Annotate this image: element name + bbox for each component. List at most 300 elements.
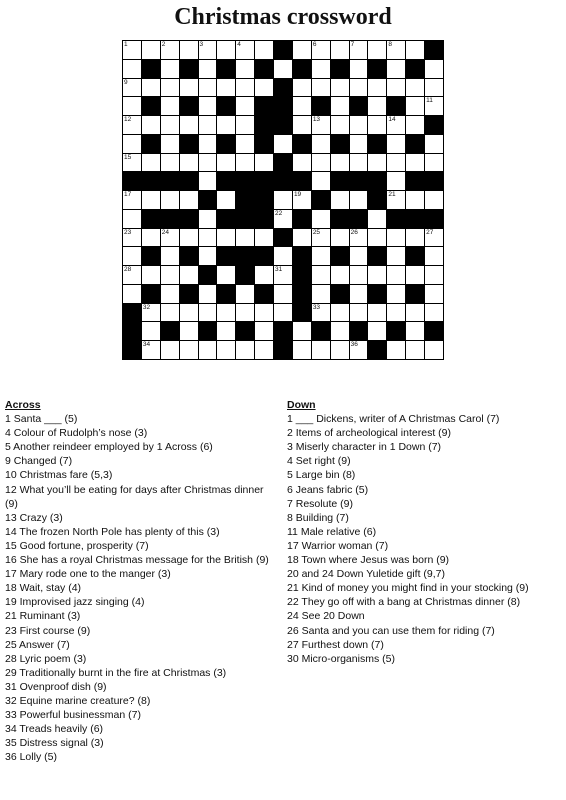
grid-cell[interactable] [350, 341, 368, 359]
grid-cell[interactable] [199, 116, 217, 134]
grid-cell[interactable] [199, 341, 217, 359]
grid-cell[interactable] [274, 191, 292, 209]
grid-block [293, 285, 311, 303]
grid-cell[interactable] [142, 341, 160, 359]
grid-cell[interactable] [123, 210, 141, 228]
grid-cell[interactable] [425, 135, 443, 153]
grid-cell[interactable] [274, 304, 292, 322]
grid-cell[interactable] [161, 79, 179, 97]
grid-block [331, 172, 349, 190]
grid-block [406, 285, 424, 303]
grid-cell[interactable] [142, 116, 160, 134]
grid-cell[interactable] [350, 285, 368, 303]
grid-cell[interactable] [368, 210, 386, 228]
grid-block [217, 172, 235, 190]
grid-cell[interactable] [425, 247, 443, 265]
across-clue: 23 First course (9) [5, 624, 91, 637]
grid-cell[interactable] [274, 247, 292, 265]
grid-cell[interactable] [217, 322, 235, 340]
grid-cell[interactable] [406, 304, 424, 322]
grid-block [255, 60, 273, 78]
grid-block [180, 97, 198, 115]
grid-cell[interactable] [123, 97, 141, 115]
grid-cell[interactable] [199, 60, 217, 78]
grid-cell[interactable] [350, 116, 368, 134]
grid-cell[interactable] [293, 154, 311, 172]
grid-cell[interactable] [293, 322, 311, 340]
clue-number: 14 [388, 116, 396, 124]
grid-block [123, 304, 141, 322]
grid-block [142, 97, 160, 115]
grid-block [123, 172, 141, 190]
grid-cell[interactable] [331, 116, 349, 134]
grid-cell[interactable] [331, 304, 349, 322]
grid-cell[interactable] [236, 41, 254, 59]
grid-cell[interactable] [425, 304, 443, 322]
grid-cell[interactable] [199, 172, 217, 190]
grid-block [425, 116, 443, 134]
grid-cell[interactable] [293, 41, 311, 59]
grid-block [368, 172, 386, 190]
grid-block [387, 210, 405, 228]
down-clue: 26 Santa and you can use them for riding (7) [287, 624, 495, 637]
grid-cell[interactable] [350, 266, 368, 284]
grid-cell[interactable] [387, 304, 405, 322]
down-clue: 24 See 20 Down [287, 610, 365, 623]
grid-block [123, 322, 141, 340]
grid-cell[interactable] [217, 341, 235, 359]
grid-cell[interactable] [217, 304, 235, 322]
grid-cell[interactable] [331, 97, 349, 115]
grid-cell[interactable] [350, 304, 368, 322]
grid-block [255, 191, 273, 209]
clue-number: 1 [124, 41, 128, 48]
grid-cell[interactable] [217, 116, 235, 134]
grid-block [331, 135, 349, 153]
grid-cell[interactable] [142, 191, 160, 209]
grid-cell[interactable] [368, 304, 386, 322]
grid-cell[interactable] [236, 285, 254, 303]
grid-cell[interactable] [255, 154, 273, 172]
grid-cell[interactable] [350, 229, 368, 247]
grid-cell[interactable] [387, 116, 405, 134]
grid-block [387, 322, 405, 340]
grid-block [180, 285, 198, 303]
grid-cell[interactable] [387, 172, 405, 190]
grid-cell[interactable] [368, 154, 386, 172]
grid-cell[interactable] [217, 266, 235, 284]
grid-cell[interactable] [217, 41, 235, 59]
grid-block [123, 341, 141, 359]
grid-cell[interactable] [217, 191, 235, 209]
grid-cell[interactable] [180, 229, 198, 247]
grid-cell[interactable] [425, 341, 443, 359]
grid-cell[interactable] [387, 191, 405, 209]
across-clue: 12 What you’ll be eating for days after Christmas dinner (9) [5, 483, 264, 510]
grid-block [274, 79, 292, 97]
grid-cell[interactable] [142, 154, 160, 172]
grid-cell[interactable] [236, 229, 254, 247]
grid-cell[interactable] [161, 154, 179, 172]
grid-cell[interactable] [236, 116, 254, 134]
grid-cell[interactable] [406, 116, 424, 134]
grid-cell[interactable] [425, 97, 443, 115]
grid-cell[interactable] [161, 247, 179, 265]
grid-cell[interactable] [406, 97, 424, 115]
grid-block [161, 172, 179, 190]
grid-cell[interactable] [387, 60, 405, 78]
grid-cell[interactable] [255, 304, 273, 322]
grid-cell[interactable] [312, 172, 330, 190]
grid-cell[interactable] [123, 154, 141, 172]
grid-cell[interactable] [350, 247, 368, 265]
grid-block [236, 266, 254, 284]
grid-cell[interactable] [236, 154, 254, 172]
grid-block [312, 191, 330, 209]
grid-cell[interactable] [255, 41, 273, 59]
grid-cell[interactable] [368, 229, 386, 247]
grid-cell[interactable] [161, 60, 179, 78]
grid-cell[interactable] [123, 285, 141, 303]
grid-block [350, 210, 368, 228]
grid-cell[interactable] [236, 79, 254, 97]
grid-cell[interactable] [142, 304, 160, 322]
grid-cell[interactable] [368, 97, 386, 115]
down-clue: 4 Set right (9) [287, 455, 351, 468]
grid-cell[interactable] [425, 79, 443, 97]
grid-cell[interactable] [199, 79, 217, 97]
grid-cell[interactable] [161, 266, 179, 284]
clue-number: 32 [142, 303, 151, 311]
grid-block [387, 97, 405, 115]
clue-number: 19 [293, 191, 302, 199]
across-clue: 32 Equine marine creature? (8) [5, 694, 151, 707]
grid-block [236, 172, 254, 190]
grid-cell[interactable] [199, 247, 217, 265]
grid-cell[interactable] [199, 229, 217, 247]
across-clue: 19 Improvised jazz singing (4) [5, 596, 145, 609]
grid-block [274, 41, 292, 59]
grid-cell[interactable] [312, 266, 330, 284]
grid-cell[interactable] [123, 229, 141, 247]
grid-cell[interactable] [425, 191, 443, 209]
grid-block [368, 247, 386, 265]
grid-cell[interactable] [312, 247, 330, 265]
across-clue: 9 Changed (7) [5, 455, 73, 468]
grid-block [255, 135, 273, 153]
grid-block [274, 116, 292, 134]
grid-cell[interactable] [199, 97, 217, 115]
grid-cell[interactable] [293, 116, 311, 134]
down-clue-list [287, 412, 562, 666]
across-clue: 17 Mary rode one to the manger (3) [5, 568, 171, 581]
grid-cell[interactable] [406, 229, 424, 247]
grid-block [255, 285, 273, 303]
grid-cell[interactable] [180, 322, 198, 340]
down-clue: 30 Micro-organisms (5) [287, 652, 395, 665]
grid-cell[interactable] [387, 79, 405, 97]
grid-cell[interactable] [387, 41, 405, 59]
grid-cell[interactable] [406, 322, 424, 340]
grid-cell[interactable] [387, 135, 405, 153]
grid-cell[interactable] [199, 154, 217, 172]
grid-cell[interactable] [161, 41, 179, 59]
grid-cell[interactable] [331, 322, 349, 340]
grid-block [368, 135, 386, 153]
grid-cell[interactable] [274, 266, 292, 284]
grid-cell[interactable] [199, 210, 217, 228]
grid-cell[interactable] [406, 191, 424, 209]
grid-cell[interactable] [425, 229, 443, 247]
grid-cell[interactable] [312, 304, 330, 322]
grid-cell[interactable] [123, 247, 141, 265]
grid-block [217, 135, 235, 153]
grid-cell[interactable] [406, 79, 424, 97]
clue-number: 21 [388, 191, 396, 199]
grid-cell[interactable] [312, 135, 330, 153]
grid-cell[interactable] [406, 41, 424, 59]
grid-block [217, 285, 235, 303]
grid-cell[interactable] [387, 229, 405, 247]
grid-cell[interactable] [217, 79, 235, 97]
down-clue: 17 Warrior woman (7) [287, 539, 389, 552]
grid-cell[interactable] [123, 41, 141, 59]
grid-block [255, 210, 273, 228]
grid-cell[interactable] [180, 79, 198, 97]
clue-number: 8 [388, 41, 392, 48]
across-clue: 13 Crazy (3) [5, 511, 63, 524]
grid-cell[interactable] [142, 79, 160, 97]
grid-cell[interactable] [123, 135, 141, 153]
grid-cell[interactable] [199, 304, 217, 322]
grid-cell[interactable] [236, 304, 254, 322]
down-clue: 22 They go off with a bang at Christmas dinner (8) [287, 596, 521, 609]
across-clue: 29 Traditionally burnt in the fire at Christmas (3) [5, 666, 227, 679]
grid-cell[interactable] [180, 41, 198, 59]
grid-cell[interactable] [331, 266, 349, 284]
grid-block [312, 97, 330, 115]
grid-cell[interactable] [312, 79, 330, 97]
grid-cell[interactable] [142, 322, 160, 340]
grid-cell[interactable] [236, 341, 254, 359]
across-clue: 4 Colour of Rudolph’s nose (3) [5, 427, 148, 440]
grid-cell[interactable] [331, 191, 349, 209]
grid-cell[interactable] [312, 154, 330, 172]
grid-cell[interactable] [199, 285, 217, 303]
clue-number: 11 [426, 97, 433, 105]
grid-block [425, 172, 443, 190]
grid-cell[interactable] [350, 79, 368, 97]
grid-cell[interactable] [387, 247, 405, 265]
across-clue: 21 Ruminant (3) [5, 610, 81, 623]
grid-cell[interactable] [368, 322, 386, 340]
grid-block [293, 135, 311, 153]
grid-cell[interactable] [217, 229, 235, 247]
down-clues [287, 398, 562, 666]
grid-cell[interactable] [161, 191, 179, 209]
across-clues [5, 398, 277, 764]
grid-block [217, 210, 235, 228]
across-clue: 18 Wait, stay (4) [5, 582, 82, 595]
grid-block [331, 285, 349, 303]
grid-cell[interactable] [180, 116, 198, 134]
grid-cell[interactable] [331, 41, 349, 59]
grid-cell[interactable] [123, 79, 141, 97]
grid-cell[interactable] [350, 135, 368, 153]
grid-cell[interactable] [142, 41, 160, 59]
down-clue: 2 Items of archeological interest (9) [287, 427, 451, 440]
grid-cell[interactable] [406, 341, 424, 359]
grid-block [425, 210, 443, 228]
grid-cell[interactable] [387, 285, 405, 303]
grid-cell[interactable] [312, 116, 330, 134]
clue-number: 15 [124, 153, 132, 161]
grid-cell[interactable] [312, 341, 330, 359]
grid-cell[interactable] [236, 97, 254, 115]
grid-block [368, 285, 386, 303]
down-clue: 6 Jeans fabric (5) [287, 483, 369, 496]
grid-cell[interactable] [123, 116, 141, 134]
grid-cell[interactable] [161, 341, 179, 359]
across-clue: 35 Distress signal (3) [5, 737, 104, 750]
grid-block [255, 247, 273, 265]
grid-block [293, 304, 311, 322]
grid-cell[interactable] [312, 41, 330, 59]
grid-cell[interactable] [161, 116, 179, 134]
grid-cell[interactable] [142, 229, 160, 247]
grid-cell[interactable] [274, 135, 292, 153]
clue-number: 4 [237, 41, 241, 48]
grid-block [161, 210, 179, 228]
grid-cell[interactable] [161, 135, 179, 153]
across-clue: 31 Ovenproof dish (9) [5, 680, 107, 693]
grid-cell[interactable] [425, 60, 443, 78]
grid-cell[interactable] [425, 154, 443, 172]
grid-block [406, 247, 424, 265]
grid-cell[interactable] [406, 266, 424, 284]
grid-cell[interactable] [161, 229, 179, 247]
clue-number: 31 [275, 266, 283, 274]
grid-block [199, 266, 217, 284]
across-clue: 25 Answer (7) [5, 638, 70, 651]
grid-cell[interactable] [312, 210, 330, 228]
grid-block [274, 97, 292, 115]
grid-cell[interactable] [255, 266, 273, 284]
clue-number: 17 [124, 191, 132, 199]
clue-number: 25 [312, 228, 321, 236]
clue-number: 9 [124, 78, 128, 86]
grid-block [236, 322, 254, 340]
grid-cell[interactable] [142, 266, 160, 284]
grid-cell[interactable] [368, 79, 386, 97]
grid-cell[interactable] [255, 341, 273, 359]
grid-cell[interactable] [293, 79, 311, 97]
grid-block [142, 135, 160, 153]
grid-cell[interactable] [331, 341, 349, 359]
grid-cell[interactable] [387, 154, 405, 172]
grid-cell[interactable] [123, 266, 141, 284]
grid-cell[interactable] [331, 154, 349, 172]
grid-cell[interactable] [312, 285, 330, 303]
grid-cell[interactable] [236, 135, 254, 153]
grid-cell[interactable] [368, 116, 386, 134]
grid-block [425, 322, 443, 340]
grid-cell[interactable] [274, 210, 292, 228]
grid-cell[interactable] [255, 79, 273, 97]
grid-cell[interactable] [236, 60, 254, 78]
down-clue: 11 Male relative (6) [287, 525, 377, 538]
across-clue: 14 The frozen North Pole has plenty of this (3) [5, 525, 220, 538]
grid-cell[interactable] [312, 229, 330, 247]
grid-cell[interactable] [293, 341, 311, 359]
grid-cell[interactable] [180, 154, 198, 172]
grid-block [274, 341, 292, 359]
grid-cell[interactable] [312, 60, 330, 78]
grid-cell[interactable] [199, 135, 217, 153]
grid-cell[interactable] [217, 154, 235, 172]
grid-block [293, 247, 311, 265]
grid-cell[interactable] [387, 266, 405, 284]
clue-number: 2 [161, 41, 166, 48]
grid-cell[interactable] [180, 266, 198, 284]
across-clue: 33 Powerful businessman (7) [5, 709, 141, 722]
across-heading: Across [5, 399, 41, 411]
grid-cell[interactable] [368, 41, 386, 59]
grid-cell[interactable] [123, 60, 141, 78]
grid-cell[interactable] [331, 229, 349, 247]
grid-cell[interactable] [161, 304, 179, 322]
grid-block [255, 172, 273, 190]
grid-cell[interactable] [406, 154, 424, 172]
grid-cell[interactable] [293, 97, 311, 115]
down-clue: 27 Furthest down (7) [287, 638, 384, 651]
clue-number: 36 [350, 341, 358, 349]
grid-cell[interactable] [350, 154, 368, 172]
grid-cell[interactable] [161, 97, 179, 115]
grid-cell[interactable] [274, 60, 292, 78]
grid-cell[interactable] [199, 41, 217, 59]
across-clue: 36 Lolly (5) [5, 751, 57, 764]
grid-cell[interactable] [180, 304, 198, 322]
grid-cell[interactable] [255, 322, 273, 340]
grid-cell[interactable] [425, 285, 443, 303]
down-clue: 18 Town where Jesus was born (9) [287, 554, 450, 567]
grid-block [293, 266, 311, 284]
grid-cell[interactable] [425, 266, 443, 284]
grid-cell[interactable] [350, 41, 368, 59]
grid-cell[interactable] [368, 266, 386, 284]
grid-cell[interactable] [331, 79, 349, 97]
grid-cell[interactable] [123, 191, 141, 209]
grid-cell[interactable] [293, 229, 311, 247]
grid-block [217, 97, 235, 115]
grid-cell[interactable] [180, 341, 198, 359]
grid-cell[interactable] [293, 191, 311, 209]
grid-cell[interactable] [350, 60, 368, 78]
grid-cell[interactable] [387, 341, 405, 359]
grid-cell[interactable] [350, 191, 368, 209]
clue-number: 28 [124, 266, 132, 274]
grid-cell[interactable] [255, 229, 273, 247]
grid-cell[interactable] [161, 285, 179, 303]
grid-block [142, 285, 160, 303]
clue-number: 12 [124, 116, 132, 124]
grid-cell[interactable] [180, 191, 198, 209]
clue-number: 26 [350, 228, 358, 236]
grid-block [406, 60, 424, 78]
down-clue: 1 ___ Dickens, writer of A Christmas Carol (7) [287, 413, 500, 426]
grid-cell[interactable] [274, 285, 292, 303]
